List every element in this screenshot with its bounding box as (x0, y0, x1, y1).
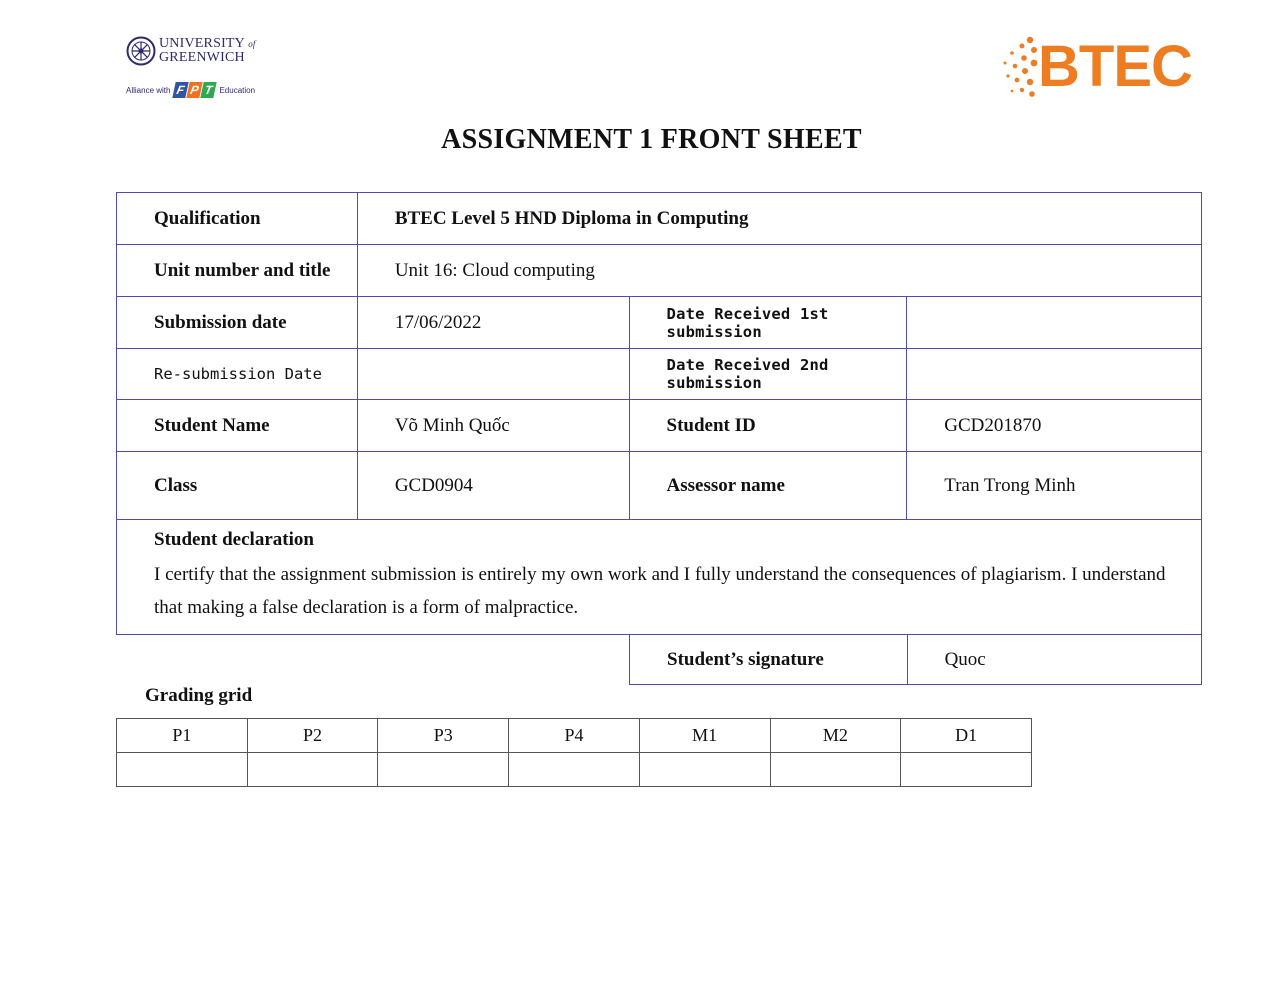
student-name-value: Võ Minh Quốc (357, 400, 629, 452)
grading-value-row (117, 753, 1032, 787)
page-title: ASSIGNMENT 1 FRONT SHEET (441, 124, 862, 155)
class-value: GCD0904 (357, 452, 629, 520)
received-2nd-label: Date Received 2nd submission (629, 349, 907, 400)
grade-header-p3: P3 (378, 719, 509, 753)
unit-value: Unit 16: Cloud computing (357, 245, 1201, 297)
grade-cell-p2 (247, 753, 378, 787)
student-declaration (117, 520, 1202, 635)
class-label: Class (117, 452, 358, 520)
received-1st-label: Date Received 1st submission (629, 297, 907, 349)
grade-cell-m1 (639, 753, 770, 787)
grade-cell-m2 (770, 753, 901, 787)
front-sheet-table (116, 192, 1202, 635)
grade-header-p4: P4 (509, 719, 640, 753)
fpt-logo: F P T (174, 82, 215, 98)
signature-table (629, 634, 1202, 685)
resubmission-date-value (357, 349, 629, 400)
grade-cell-p3 (378, 753, 509, 787)
qualification-value: BTEC Level 5 HND Diploma in Computing (357, 193, 1201, 245)
student-name-label: Student Name (117, 400, 358, 452)
grade-cell-p4 (509, 753, 640, 787)
grade-header-d1: D1 (901, 719, 1032, 753)
fpt-alliance: Alliance with F P T Education (126, 83, 256, 97)
signature-label: Student’s signature (630, 635, 908, 685)
grade-cell-p1 (117, 753, 248, 787)
student-id-value: GCD201870 (907, 400, 1202, 452)
grading-header-row (117, 719, 1032, 753)
grade-header-p1: P1 (117, 719, 248, 753)
assessor-label: Assessor name (629, 452, 907, 520)
university-of-greenwich-logo (126, 36, 266, 106)
qualification-label: Qualification (117, 193, 358, 245)
signature-value: Quoc (907, 635, 1201, 685)
submission-date-value: 17/06/2022 (357, 297, 629, 349)
submission-date-label: Submission date (117, 297, 358, 349)
grading-grid (116, 718, 1032, 787)
student-id-label: Student ID (629, 400, 907, 452)
assessor-value: Tran Trong Minh (907, 452, 1202, 520)
btec-logo (1000, 36, 1196, 98)
university-seal-icon (126, 36, 156, 66)
declaration-text: I certify that the assignment submission is entirely my own work and I fully understand the consequences of plagiarism. I understand that making a false declaration is a form of malpractice. (154, 564, 1166, 618)
grade-header-m1: M1 (639, 719, 770, 753)
grading-grid-label: Grading grid (145, 685, 253, 706)
grade-header-p2: P2 (247, 719, 378, 753)
btec-wordmark: BTEC (1038, 34, 1192, 99)
received-2nd-value (907, 349, 1202, 400)
received-1st-value (907, 297, 1202, 349)
grade-cell-d1 (901, 753, 1032, 787)
resubmission-date-label: Re-submission Date (117, 349, 358, 400)
btec-dots-icon (1000, 36, 1040, 98)
unit-label: Unit number and title (117, 245, 358, 297)
university-name: UNIVERSITY of GREENWICH (159, 36, 256, 65)
declaration-heading: Student declaration (154, 529, 314, 550)
grade-header-m2: M2 (770, 719, 901, 753)
